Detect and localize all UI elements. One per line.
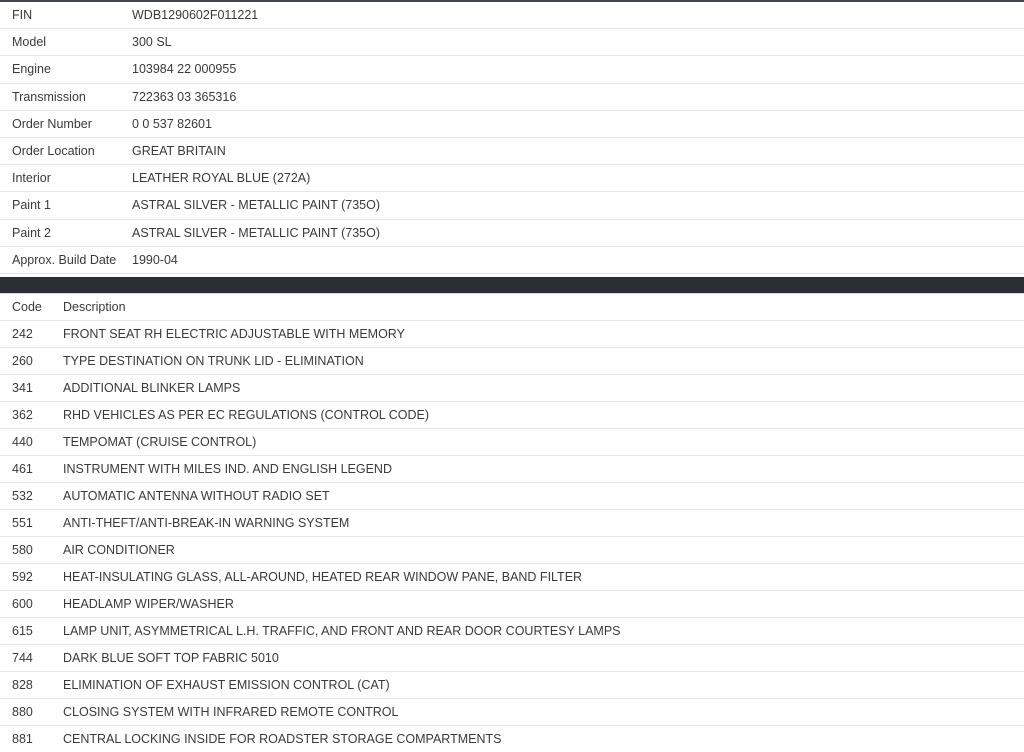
code-row [0,672,1024,699]
info-row [0,111,1024,138]
codes-table-body [0,321,1024,752]
code-cell: 260 [12,353,33,368]
code-row [0,321,1024,348]
info-row [0,247,1024,274]
info-row-value: WDB1290602F011221 [132,8,259,23]
info-row [0,192,1024,219]
code-cell: 600 [12,596,33,611]
description-cell: AIR CONDITIONER [63,542,175,557]
info-row-label: Approx. Build Date [12,252,117,267]
code-row [0,618,1024,645]
info-row-label: Model [12,35,47,50]
description-cell: ADDITIONAL BLINKER LAMPS [63,380,241,395]
section-divider-bar [0,277,1024,294]
code-row [0,429,1024,456]
description-cell: TEMPOMAT (CRUISE CONTROL) [63,434,257,449]
info-row [0,56,1024,83]
code-column-header: Code [12,299,42,314]
info-row-label: Paint 1 [12,198,51,213]
code-cell: 440 [12,434,33,449]
code-row [0,537,1024,564]
info-row [0,220,1024,247]
info-row-value: LEATHER ROYAL BLUE (272A) [132,171,311,186]
description-cell: HEAT-INSULATING GLASS, ALL-AROUND, HEATED REAR WINDOW PANE, BAND FILTER [63,569,583,584]
info-row-label: Interior [12,171,51,186]
code-row [0,348,1024,375]
code-cell: 580 [12,542,33,557]
description-cell: RHD VEHICLES AS PER EC REGULATIONS (CONTROL CODE) [63,407,430,422]
code-row [0,591,1024,618]
code-row [0,645,1024,672]
info-row-label: FIN [12,8,33,23]
code-cell: 551 [12,515,33,530]
code-row [0,510,1024,537]
code-row [0,375,1024,402]
code-cell: 744 [12,650,33,665]
description-column-header: Description [63,299,126,314]
info-row-value: 103984 22 000955 [132,62,237,77]
code-row [0,726,1024,752]
vehicle-info-table [0,2,1024,274]
info-row-value: ASTRAL SILVER - METALLIC PAINT (735O) [132,198,380,213]
description-cell: DARK BLUE SOFT TOP FABRIC 5010 [63,650,279,665]
description-cell: ELIMINATION OF EXHAUST EMISSION CONTROL (CAT) [63,677,390,692]
info-row-label: Transmission [12,89,86,104]
info-row-value: 300 SL [132,35,172,50]
code-cell: 532 [12,488,33,503]
code-row [0,699,1024,726]
code-row [0,483,1024,510]
info-row-label: Order Location [12,144,95,159]
info-row-value: 0 0 537 82601 [132,116,212,131]
info-row-value: 722363 03 365316 [132,89,237,104]
description-cell: CLOSING SYSTEM WITH INFRARED REMOTE CONTROL [63,704,399,719]
code-row [0,564,1024,591]
code-cell: 461 [12,461,33,476]
info-row-label: Paint 2 [12,225,51,240]
description-cell: LAMP UNIT, ASYMMETRICAL L.H. TRAFFIC, AND FRONT AND REAR DOOR COURTESY LAMPS [63,623,621,638]
info-row-label: Engine [12,62,51,77]
description-cell: ANTI-THEFT/ANTI-BREAK-IN WARNING SYSTEM [63,515,350,530]
code-row [0,456,1024,483]
code-cell: 880 [12,704,33,719]
description-cell: INSTRUMENT WITH MILES IND. AND ENGLISH LEGEND [63,461,392,476]
description-cell: FRONT SEAT RH ELECTRIC ADJUSTABLE WITH MEMORY [63,326,405,341]
info-row [0,165,1024,192]
code-cell: 828 [12,677,33,692]
info-row-value: GREAT BRITAIN [132,144,226,159]
description-cell: HEADLAMP WIPER/WASHER [63,596,234,611]
code-cell: 341 [12,380,33,395]
info-row-value: 1990-04 [132,252,178,267]
codes-table-header-row [0,294,1024,321]
code-cell: 242 [12,326,33,341]
info-row-value: ASTRAL SILVER - METALLIC PAINT (735O) [132,225,380,240]
info-row [0,84,1024,111]
description-cell: TYPE DESTINATION ON TRUNK LID - ELIMINATION [63,353,364,368]
code-cell: 362 [12,407,33,422]
description-cell: AUTOMATIC ANTENNA WITHOUT RADIO SET [63,488,330,503]
code-cell: 592 [12,569,33,584]
equipment-codes-table [0,294,1024,752]
info-row [0,29,1024,56]
info-row [0,2,1024,29]
code-cell: 881 [12,731,33,746]
info-row [0,138,1024,165]
description-cell: CENTRAL LOCKING INSIDE FOR ROADSTER STORAGE COMPARTMENTS [63,731,502,746]
info-row-label: Order Number [12,116,92,131]
code-row [0,402,1024,429]
code-cell: 615 [12,623,33,638]
